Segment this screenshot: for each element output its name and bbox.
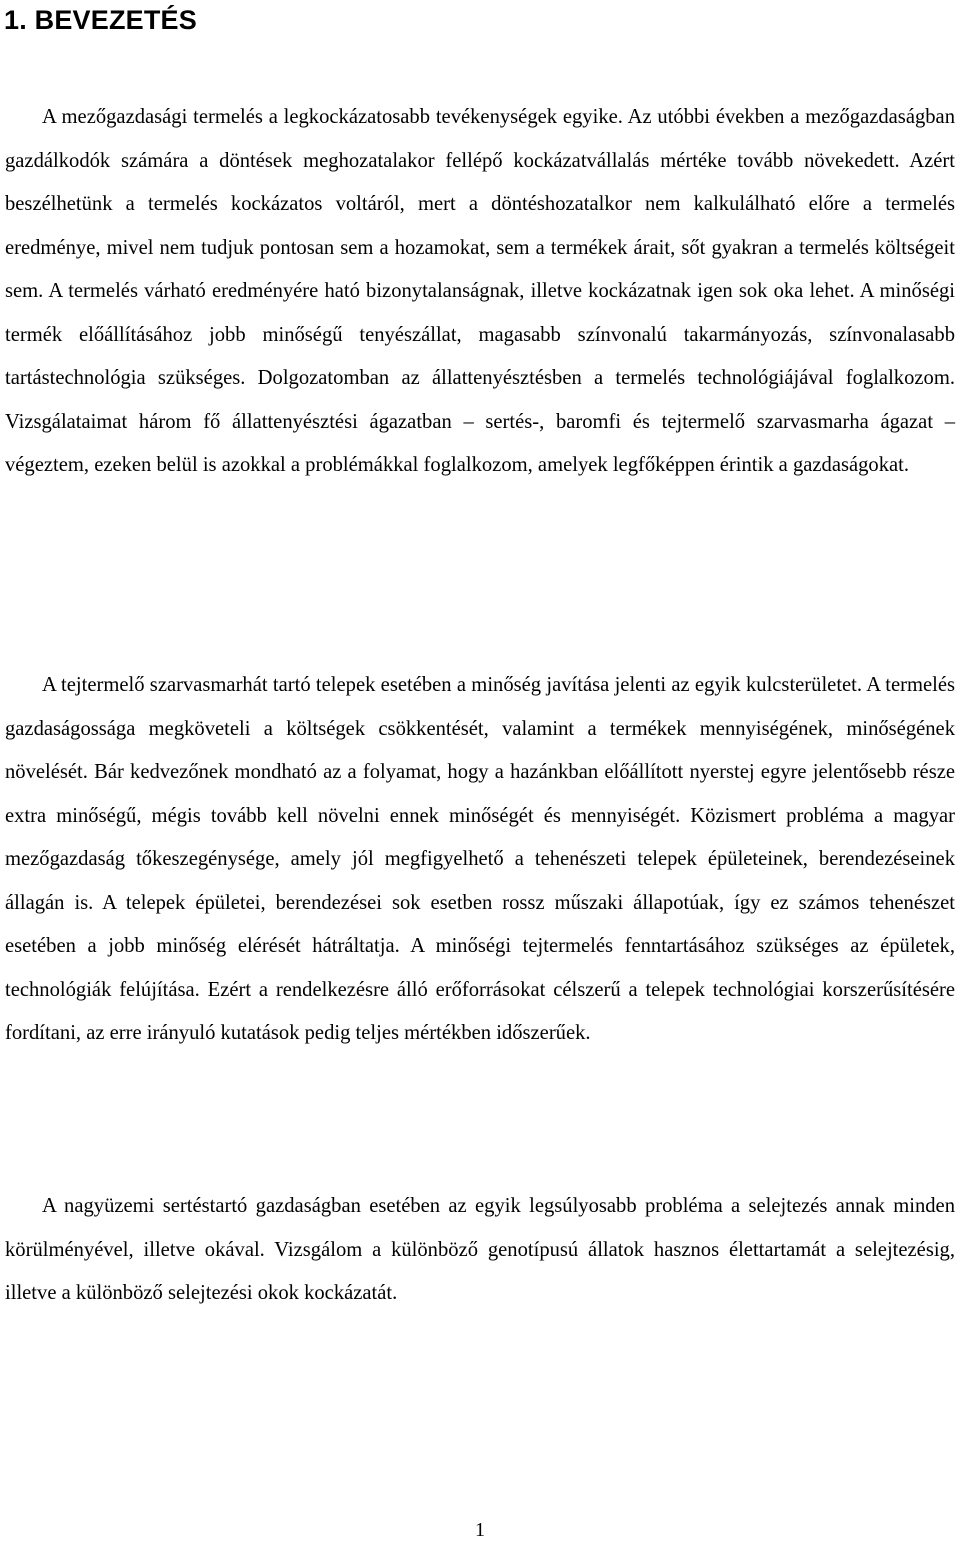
page-number: 1 bbox=[475, 1519, 485, 1541]
paragraph-introduction: A mezőgazdasági termelés a legkockázatosabb tevékenységek egyike. Az utóbbi években a mezőgazdaságban gazdálkodók számára a döntések meghozatalakor fellépő kockázatvállalás mértéke tovább növekedett. Azért beszélhetünk a termelés kockázatos voltáról, mert a döntéshozatalkor nem kalkulálható előre a termelés eredménye, mivel nem tudjuk pontosan sem a hozamokat, sem a termékek árait, sőt gyakran a termelés költségeit sem. A termelés várható eredményére ható bizonytalanságnak, illetve kockázatnak igen sok oka lehet. A minőségi termék előállításához jobb minőségű tenyészállat, magasabb színvonalú takarmányozás, színvonalasabb tartástechnológia szükséges. Dolgozatomban az állattenyésztésben a termelés technológiájával foglalkozom. Vizsgálataimat három fő állattenyésztési ágazatban – sertés-, baromfi és tejtermelő szarvasmarha ágazat – végeztem, ezeken belül is azokkal a problémákkal foglalkozom, amelyek legfőképpen érintik a gazdaságokat. bbox=[5, 106, 955, 476]
section-heading: 1. BEVEZETÉS bbox=[4, 5, 197, 35]
paragraph-dairy-cattle: A tejtermelő szarvasmarhát tartó telepek esetében a minőség javítása jelenti az egyik kulcsterületet. A termelés gazdaságossága megköveteli a költségek csökkentését, valamint a termékek mennyiségének, minőségének növelését. Bár kedvezőnek mondható az a folyamat, hogy a hazánkban előállított nyerstej egyre jelentősebb része extra minőségű, mégis tovább kell növelni ennek minőségét és mennyiségét. Közismert probléma a magyar mezőgazdaság tőkeszegénysége, amely jól megfigyelhető a tehenészeti telepek épületeinek, berendezéseinek állagán is. A telepek épületei, berendezései sok esetben rossz műszaki állapotúak, így ez számos tehenészet esetében a jobb minőség elérését hátráltatja. A minőségi tejtermelés fenntartásához szükséges az épületek, technológiák felújítása. Ezért a rendelkezésre álló erőforrásokat célszerű a telepek technológiai korszerűsítésére fordítani, az erre irányuló kutatások pedig teljes mértékben időszerűek. bbox=[5, 674, 955, 1044]
paragraph-pig-farming: A nagyüzemi sertéstartó gazdaságban esetében az egyik legsúlyosabb probléma a selejtezés annak minden körülményével, illetve okával. Vizsgálom a különböző genotípusú állatok hasznos élettartamát a selejtezésig, illetve a különböző selejtezési okok kockázatát. bbox=[5, 1195, 955, 1304]
